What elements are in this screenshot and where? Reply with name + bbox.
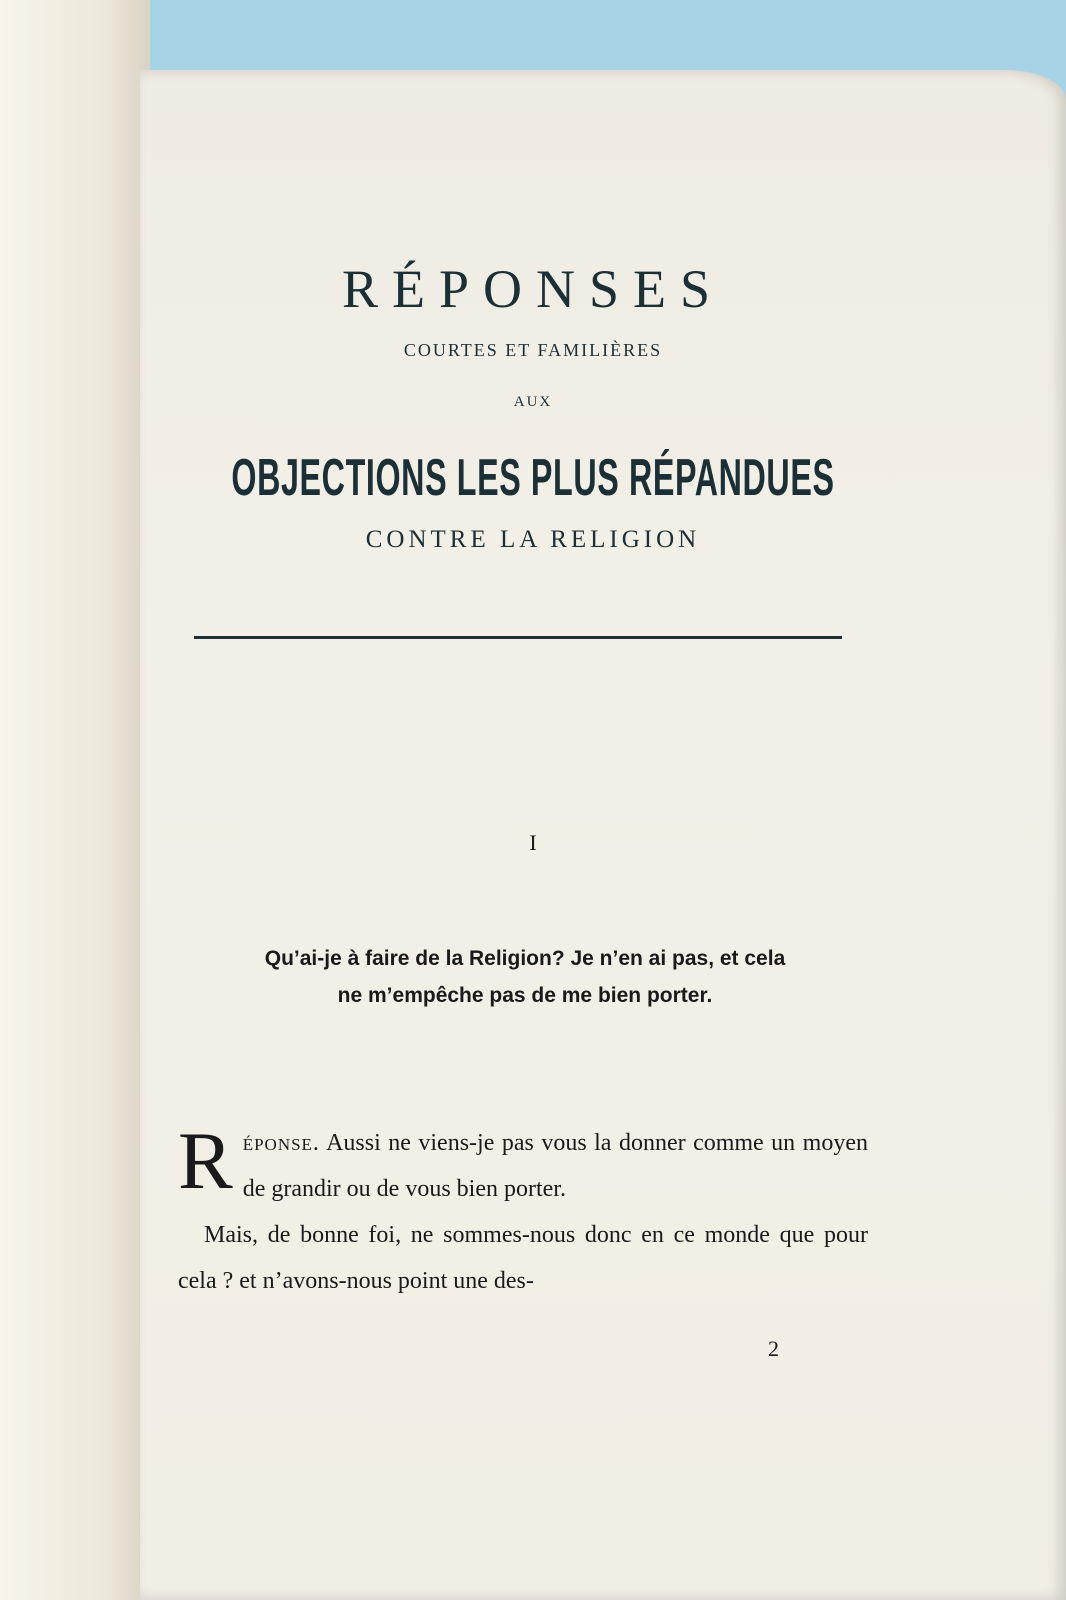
- left-page-edge: [0, 0, 150, 1600]
- title-main: RÉPONSES: [341, 259, 725, 319]
- reponse-label: éponse.: [242, 1130, 320, 1156]
- question-line-1: Qu’ai-je à faire de la Religion? Je n’en ai pas, et cela: [264, 947, 786, 970]
- drop-cap: R: [178, 1115, 233, 1206]
- divider-rule: [194, 636, 842, 639]
- question-line-2: ne m’empêche pas de me bien porter.: [337, 984, 713, 1007]
- body-text: [178, 1115, 868, 1304]
- chapter-numeral: I: [529, 830, 537, 855]
- page-number: 2: [768, 1336, 779, 1361]
- paragraph-2: Mais, de bonne foi, ne sommes-nous donc en ce monde que pour cela ? et n’avons-nous point une des-: [178, 1222, 868, 1294]
- title-subtitle: COURTES ET FAMILIÈRES: [403, 340, 663, 360]
- title-aux: AUX: [513, 394, 553, 410]
- title-objections: OBJECTIONS LES PLUS RÉPANDUES: [231, 449, 835, 507]
- question-text: [180, 940, 870, 1014]
- title-contre: CONTRE LA RELIGION: [365, 526, 701, 553]
- paragraph-1: Aussi ne viens-je pas vous la donner comme un moyen de grandir ou de vous bien porter.: [242, 1130, 868, 1202]
